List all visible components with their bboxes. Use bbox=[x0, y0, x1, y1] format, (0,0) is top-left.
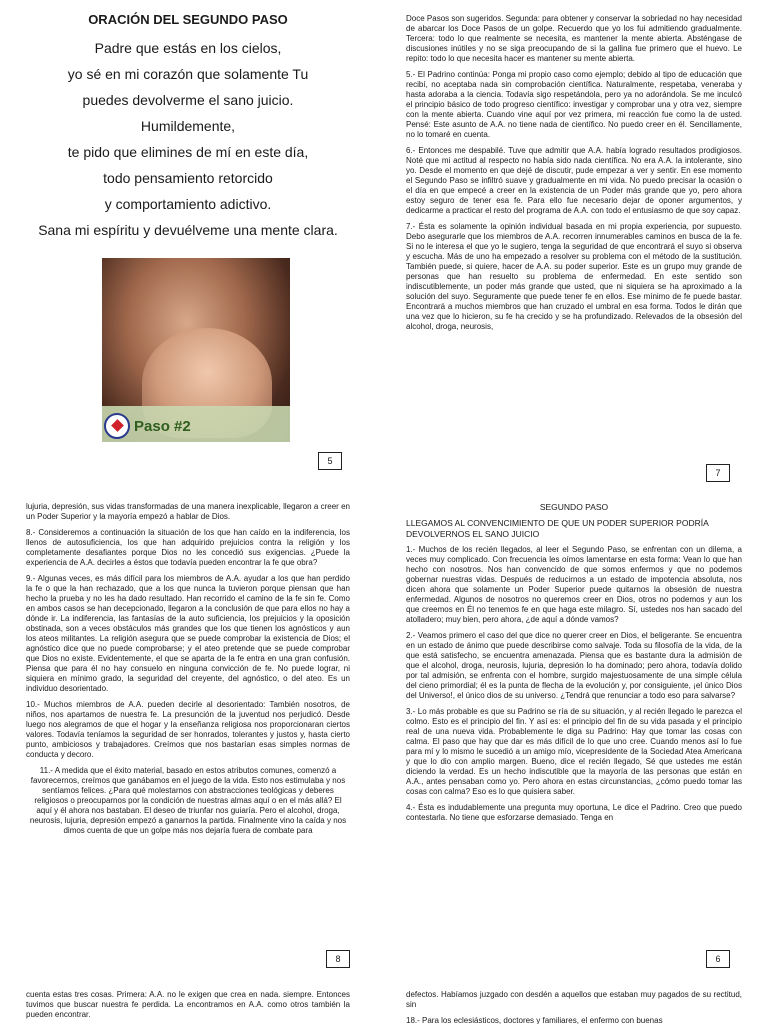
section-subtitle: LLEGAMOS AL CONVENCIMIENTO DE QUE UN PODER SUPERIOR PODRÍA DEVOLVERNOS EL SANO JUICIO bbox=[406, 518, 709, 539]
paragraph: 6.- Entonces me despabilé. Tuve que admitir que A.A. había logrado resultados prodigiosos. Noté que mi actitud al respecto no había sido nada científica. No era A.A. la intolerante, sino yo. Desde el momento en que dejé de discutir, pude empezar a ver y sentir. En ese momento el Segundo Paso se infiltró suave y gradualmente en mi vida. No puedo precisar la ocasión o el día en que empecé a creer en la existencia de un Poder más grande que yo, pero ahora estoy seguro de tener esa fe. Para ello fue necesario dejar de oponer argumentos, y dedicarme a practicar el resto del programa de A.A. con todo el entusiasmo de que soy capaz. bbox=[406, 146, 742, 215]
text-column bbox=[406, 502, 742, 829]
paragraph: 2.- Veamos primero el caso del que dice no querer creer en Dios, el beligerante. Se encuentra en un estado de ánimo que puede describirse como salvaje. Toda su filosofía de la vida, de la que está satisfecho, se encuentra amenazada. Piensa que es bastante dura la admisión de que el alcohol, droga, neurosis, lujuria, depresión lo ha dominado; pero ahora, todavía dolido por tal admisión, se enfrenta con el hombre, surgido majestuosamente de una simple célula del cieno primordial; él es la punta de flecha de la evolución y, por consiguiente, ¡el único Dios del Universo!, el único dios de su universo. ¿Tendrá que renunciar a todo eso para salvarse? bbox=[406, 631, 742, 700]
paragraph: 10.- Muchos miembros de A.A. pueden decirle al desorientado: También nosotros, de niños, nos apartamos de nuestra fe. La presunción de la juventud nos perjudicó. Desde luego nos alegramos de que el hogar y la enseñanza religiosa nos proporcionaran ciertos valores. Todavía teníamos la seguridad de ser honrados, tolerantes y justos y, hasta cierto punto, ambiciosos y trabajadores. Creímos que nos bastarían esas simples normas de conducta y decoro. bbox=[26, 700, 350, 759]
paragraph: cuenta estas tres cosas. Primera: A.A. no le exigen que crea en nada. siempre. Entonces tuvimos que buscar nuestra fe perdida. La encontramos en A.A. como otros también la pueden encontrar. bbox=[26, 990, 350, 1019]
prayer-line: Humildemente, bbox=[140, 118, 236, 134]
page-10-partial bbox=[384, 978, 768, 1024]
page-number: 5 bbox=[318, 452, 342, 470]
prayer-title: ORACIÓN DEL SEGUNDO PASO bbox=[88, 12, 288, 27]
paragraph: 11.- A medida que el éxito material, basado en estos atributos comunes, comenzó a favorecernos, creímos que ganábamos en el juego de la vida. Esto nos estimulaba y nos sentíamos felices. ¿Para qué molestarnos con abstracciones teológicas y deberes religiosos o preocuparnos por la condición de nuestras almas aquí o en el más allá? El aquí y él ahora nos bastaban. El deseo de triunfar nos guiaría. Pero el alcohol, droga, neurosis, lujuria, depresión empezó a ganarnos la partida. Finalmente vino la caída y nos dimos cuenta de que un golpe más nos dejaría fuera de combate para bbox=[29, 766, 347, 835]
page-8 bbox=[0, 490, 384, 978]
prayer-line: te pido que elimines de mí en este día, bbox=[67, 144, 309, 160]
prayer-line: y comportamiento adictivo. bbox=[104, 196, 272, 212]
paragraph: defectos. Habíamos juzgado con desdén a aquellos que estaban muy pagados de su rectitud, sin bbox=[406, 990, 742, 1009]
paragraph: 4.- Ésta es indudablemente una pregunta muy oportuna, Le dice el Padrino. Creo que puedo contestarla. No tiene que esforzarse demasiado. Tenga en bbox=[406, 803, 742, 822]
logo-icon bbox=[104, 413, 130, 439]
paragraph: 5.- El Padrino continúa: Ponga mi propio caso como ejemplo; debido al tipo de educación que recibí, no aceptaba nada sin comprobación científica. Naturalmente, respetaba, veneraba y hasta adoraba a la ciencia. Todavía sigo respetándola, pero ya no adorándola. Se me inculcó el principio básico de todo progreso científico: investigar y comprobar una y otra vez, siempre con la mente abierta. Cuando vine aquí por vez primera, mi reacción fue como la de usted. Pensé: Este asunto de A.A. no tiene nada de científico. No puedo creer en él. Sencillamente, no lo tomaré en cuenta. bbox=[406, 70, 742, 139]
paragraph: 9.- Algunas veces, es más difícil para los miembros de A.A. ayudar a los que han perdido la fe o que la han rechazado, que a los que nunca la tuvieron porque piensan que han hecho la prueba y no les ha dado resultado. Han recorrido el camino de la fe sin fe. Como en ambos casos se han decepcionado, llegaron a la conclusión de que para ellos no hay a dónde ir. La indiferencia, las fantasías de la auto suficiencia, los prejuicios y la oposición obstinada, son a veces obstáculos más grandes que los que tienen los agnósticos y aun los ateos militantes. La religión asegura que se puede comprobar la existencia de Dios; el agnóstico dice que no puede comprobarse; y el ateo pretende que se puede comprobar que Dios no existe. Evidentemente, el que se aparta de la fe entra en una gran confusión. Piensa que para él no hay consuelo en ninguna convicción de fe. No puede lograr, ni siquiera en mínimo grado, la seguridad del creyente, del agnóstico, o del ateo. Es un individuo desorientado. bbox=[26, 574, 350, 693]
page-5 bbox=[0, 0, 384, 490]
paragraph: Doce Pasos son sugeridos. Segunda: para obtener y conservar la sobriedad no hay necesidad de abarcar los Doce Pasos de un golpe. Recuerdo que yo los fui admitiendo gradualmente. Tercera: todo lo que realmente se necesita, es mantener la mente abierta. Absténgase de discusiones inútiles y no se siga preocupando de si la gallina fue primero que el huevo. Le repito: todo lo que necesita hacer es mantener su mente abierta. bbox=[406, 14, 742, 63]
text-column bbox=[406, 14, 742, 338]
page-7 bbox=[384, 0, 768, 490]
paragraph: 3.- Lo más probable es que su Padrino se ría de su situación, y al recién llegado le parezca el colmo. Esto es el principio del fin. Y así es: el principio del fin de su vida pasada y el principio real de una nueva vida. Probablemente le diga su Padrino: Hay que tomar las cosas con calma. El paso que hay que dar es más difícil de lo que uno cree. Cuando menos así lo fue para mí y lo mismo le sucedió a un amigo mío, vicepresidente de la Sociedad Atea Americana y que lo dio con amplio margen. Bueno, dice el recién llegado, Sé que ustedes me están diciendo la verdad. Es un hecho indiscutible que la mayoría de las personas que están en A.A., antes pensaban como yo. Pero ahora en estas circunstancias, ¿cómo puedo tomar las cosas con calma? Eso es lo que quisiera saber. bbox=[406, 707, 742, 796]
page-9-partial bbox=[0, 978, 384, 1024]
prayer-line: Padre que estás en los cielos, bbox=[94, 40, 282, 56]
prayer-line: puedes devolverme el sano juicio. bbox=[82, 92, 294, 108]
text-column bbox=[406, 990, 742, 1024]
paragraph: 1.- Muchos de los recién llegados, al leer el Segundo Paso, se enfrentan con un dilema, a veces muy complicado. Con frecuencia les oímos lamentarse en esta forma: Vean lo que han hecho con nosotros. Nos han convencido de que somos enfermos y que no podemos gobernar nuestras vidas. Después de reducirnos a un estado de impotencia absoluta, nos dicen ahora que solamente un Poder Superior puede quitarnos la obsesión de nuestra enfermedad. Algunos de nosotros no queremos creer en Dios, otros no podemos y aun los que creemos en Él no tenemos fe en que haga este milagro. Sí, ustedes nos han sacado del atolladero; muy bien, pero ahora, ¿de aquí a dónde vamos? bbox=[406, 545, 742, 624]
photo-caption-band bbox=[102, 406, 290, 442]
paragraph: 18.- Para los eclesiásticos, doctores y familiares, el enfermo con buenas bbox=[406, 1016, 663, 1024]
prayer-line: todo pensamiento retorcido bbox=[103, 170, 273, 186]
prayer-line: Sana mi espíritu y devuélveme una mente clara. bbox=[38, 222, 338, 238]
page-number: 7 bbox=[706, 464, 730, 482]
page-number: 6 bbox=[706, 950, 730, 968]
text-column bbox=[26, 502, 350, 842]
prayer-line: yo sé en mi corazón que solamente Tu bbox=[67, 66, 309, 82]
paragraph: 8.- Consideremos a continuación la situación de los que han caído en la indiferencia, los llenos de autosuficiencia, los que han adquirido prejuicios contra la religión y los completamente desafiantes porque Dios no les concedió sus exigencias. ¿Puede la experiencia de A.A. decirles a éstos que todavía pueden encontrar la fe que obra? bbox=[26, 528, 350, 567]
section-title: SEGUNDO PASO bbox=[539, 502, 609, 512]
text-column bbox=[26, 990, 350, 1024]
page-number: 8 bbox=[326, 950, 350, 968]
praying-hands-photo bbox=[102, 258, 290, 442]
step-badge: Paso #2 bbox=[134, 418, 191, 435]
page-6 bbox=[384, 490, 768, 978]
paragraph: lujuria, depresión, sus vidas transformadas de una manera inexplicable, llegaron a creer en un Poder Superior y la mayoría empezó a hablar de Dios. bbox=[26, 502, 350, 521]
paragraph: 7.- Ésta es solamente la opinión individual basada en mi propia experiencia, por supuesto. Debo asegurarle que los miembros de A.A. recorren innumerables caminos en busca de la fe. Si no le interesa el que yo le sugiero, tenga la seguridad de que encontrará el suyo si observa y escucha. Más de uno ha empezado a resolver su problema con el método de la sustitución. También puede, si quiere, hacer de A.A. su poder superior. Este es un grupo muy grande de personas que han resuelto su problema de enfermedad. En este sentido son indiscutiblemente, un poder más grande que usted, que ni siquiera se ha aproximado a la solución del suyo. Seguramente que puede tener fe en ellos. Ese mínimo de fe puede bastar. Encontrará a muchos miembros que han cruzado el umbral en esa forma. Todos le dirán que una vez que lo hicieron, su fe ha crecido y se ha profundizado. Relevados de la obsesión del alcohol, droga, neurosis, bbox=[406, 222, 742, 331]
